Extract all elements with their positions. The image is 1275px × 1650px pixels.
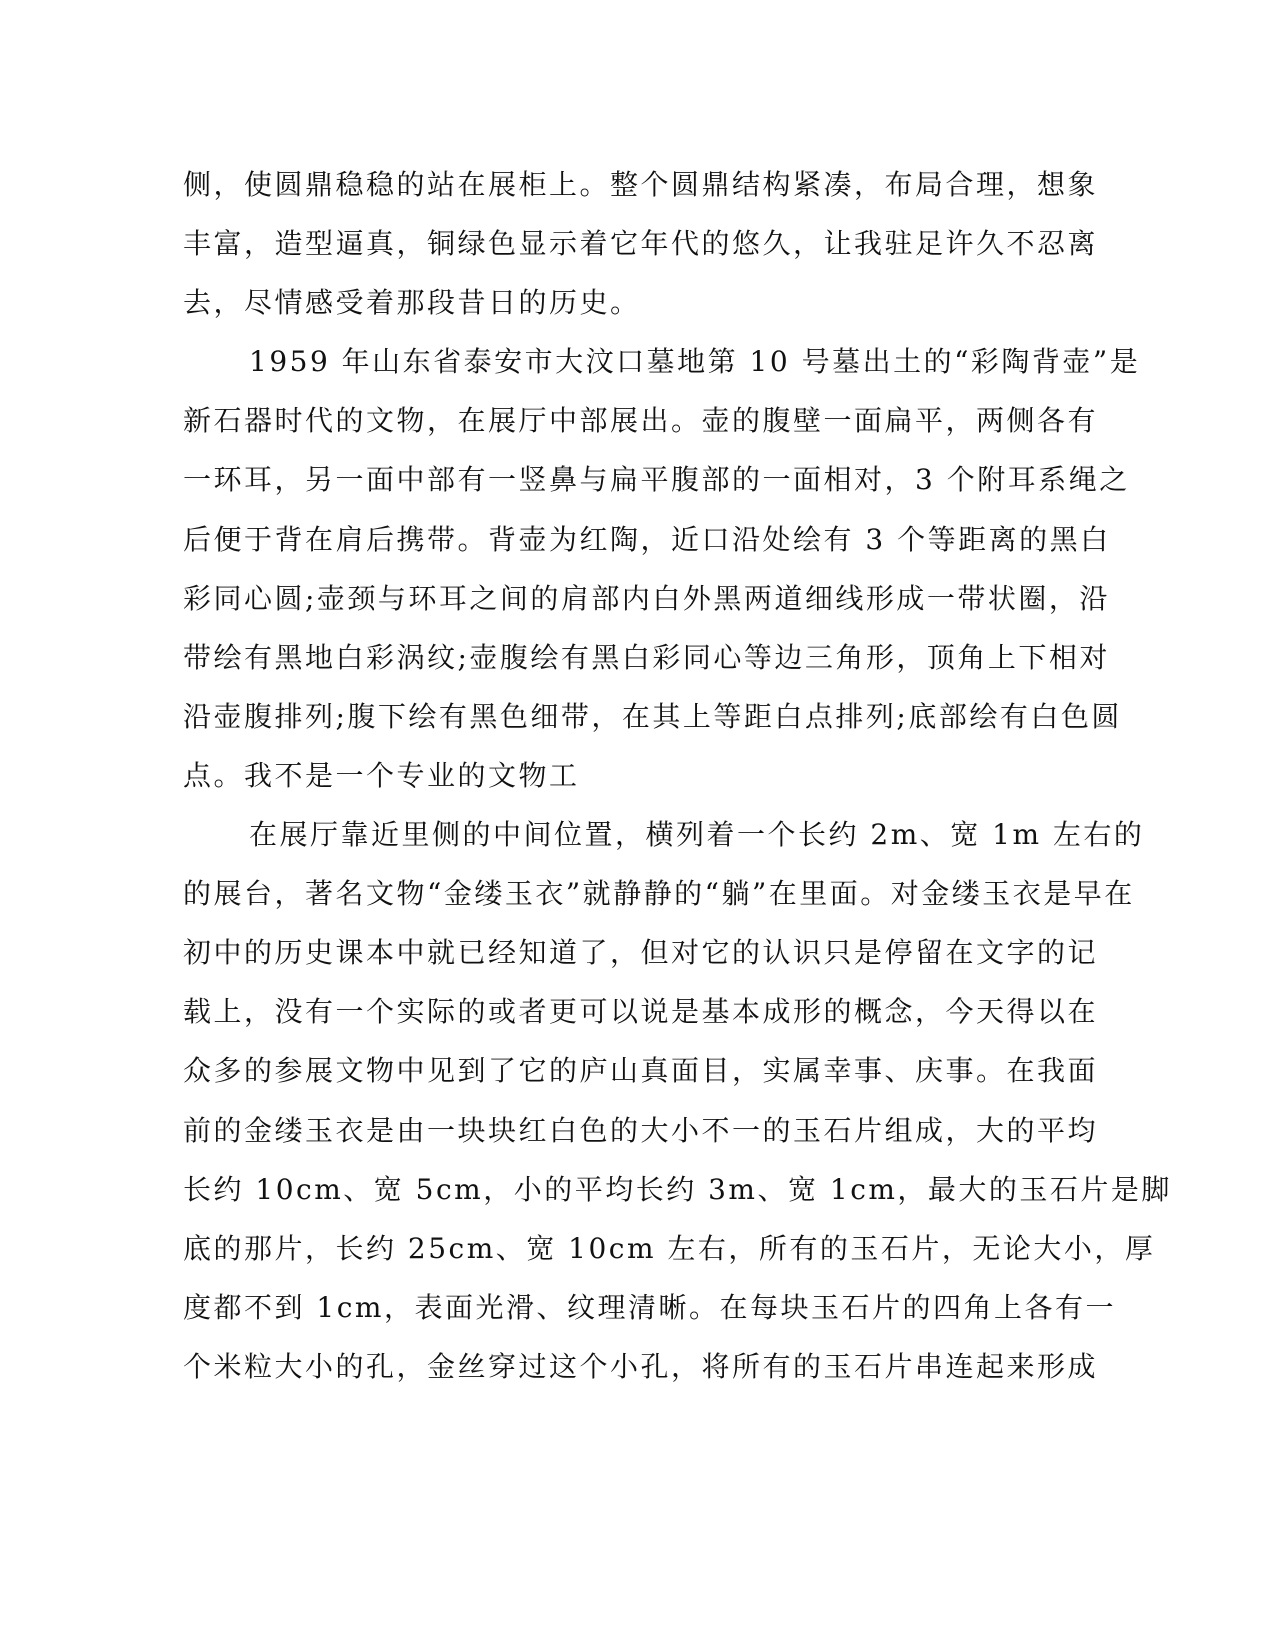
- paragraph-2: [183, 332, 1141, 805]
- text-line: 长约 10cm、宽 5cm，小的平均长约 3m、宽 1cm，最大的玉石片是脚: [183, 1172, 1172, 1206]
- document-body: [183, 155, 1172, 1396]
- text-line: 的展台，著名文物“金缕玉衣”就静静的“躺”在里面。对金缕玉衣是早在: [183, 877, 1135, 911]
- text-line: 度都不到 1cm，表面光滑、纹理清晰。在每块玉石片的四角上各有一: [183, 1290, 1116, 1324]
- text-line: 侧，使圆鼎稳稳的站在展柜上。整个圆鼎结构紧凑，布局合理，想象: [183, 168, 1099, 201]
- text-line: 沿壶腹排列;腹下绘有黑色细带，在其上等距白点排列;底部绘有白色圆: [183, 699, 1122, 733]
- text-line: 载上，没有一个实际的或者更可以说是基本成形的概念，今天得以在: [183, 995, 1099, 1029]
- text-line: 带绘有黑地白彩涡纹;壶腹绘有黑白彩同心等边三角形，顶角上下相对: [183, 640, 1110, 674]
- text-line: 新石器时代的文物，在展厅中部展出。壶的腹壁一面扁平，两侧各有: [183, 404, 1099, 438]
- paragraph-3: [183, 805, 1172, 1396]
- text-line: 个米粒大小的孔，金丝穿过这个小孔，将所有的玉石片串连起来形成: [183, 1349, 1099, 1383]
- text-line: 众多的参展文物中见到了它的庐山真面目，实属幸事、庆事。在我面: [183, 1054, 1099, 1088]
- text-line: 一环耳，另一面中部有一竖鼻与扁平腹部的一面相对，3 个附耳系绳之: [183, 463, 1130, 497]
- text-line: 底的那片，长约 25cm、宽 10cm 左右，所有的玉石片，无论大小，厚: [183, 1231, 1156, 1265]
- paragraph-1: [183, 155, 1099, 332]
- text-line: 后便于背在肩后携带。背壶为红陶，近口沿处绘有 3 个等距离的黑白: [183, 522, 1111, 556]
- text-line: 丰富，造型逼真，铜绿色显示着它年代的悠久，让我驻足许久不忍离: [183, 227, 1099, 261]
- text-line: 初中的历史课本中就已经知道了，但对它的认识只是停留在文字的记: [183, 936, 1099, 970]
- text-line: 在展厅靠近里侧的中间位置，横列着一个长约 2m、宽 1m 左右的: [249, 818, 1145, 852]
- text-line: 去，尽情感受着那段昔日的历史。: [183, 286, 641, 320]
- text-line: 彩同心圆;壶颈与环耳之间的肩部内白外黑两道细线形成一带状圈，沿: [183, 581, 1110, 615]
- text-line: 点。我不是一个专业的文物工: [183, 758, 580, 792]
- text-line: 1959 年山东省泰安市大汶口墓地第 10 号墓出土的“彩陶背壶”是: [249, 345, 1141, 379]
- text-line: 前的金缕玉衣是由一块块红白色的大小不一的玉石片组成，大的平均: [183, 1113, 1099, 1147]
